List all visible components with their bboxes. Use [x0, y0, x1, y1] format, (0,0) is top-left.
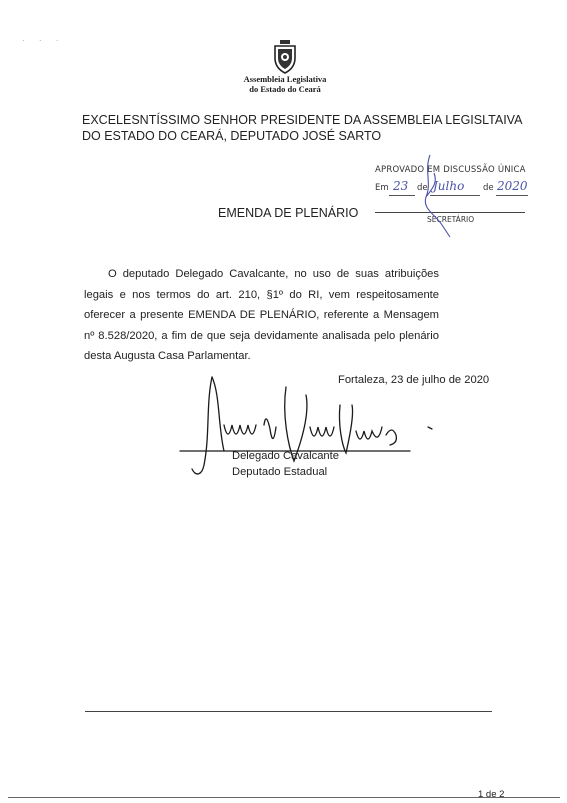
stamp-secretary-label: SECRETÁRIO [427, 215, 475, 224]
signer-name: Delegado Cavalcante [232, 450, 339, 462]
stamp-year-handwritten: 2020 [497, 179, 528, 193]
stamp-day-handwritten: 23 [393, 179, 409, 193]
document-title: EMENDA DE PLENÁRIO [218, 206, 359, 220]
signer-role: Deputado Estadual [232, 466, 328, 478]
organization-name [200, 74, 370, 94]
footer-rule [85, 711, 492, 712]
signer-block [232, 448, 339, 480]
page-number: 1 de 2 [478, 789, 505, 800]
scan-specks: · · · [22, 36, 65, 45]
stamp-de-label-1: de [417, 183, 428, 193]
organization-line-2: do Estado do Ceará [249, 84, 321, 94]
stamp-em-label: Em [375, 183, 389, 193]
stamp-pen-scribble [372, 153, 532, 243]
organization-line-1: Assembleia Legislativa [243, 74, 327, 84]
document-body: O deputado Delegado Cavalcante, no uso de suas atribuições legais e nos termos do art. 210, §1º do RI, vem respeitosamente oferecer a presente EMENDA DE PLENÁRIO, referente a Mensagem nº 8.528/2020, a fim de que seja devidamente analisada pelo plenário desta Augusta Casa Parlamentar. [84, 268, 439, 362]
coat-of-arms-icon [272, 40, 298, 74]
addressee-line-2: DO ESTADO DO CEARÁ, DEPUTADO JOSÉ SARTO [82, 129, 382, 143]
approval-stamp [372, 165, 532, 240]
stamp-approved-text: APROVADO EM DISCUSSÃO ÚNICA [375, 165, 526, 175]
stamp-de-label-2: de [483, 183, 494, 193]
page-bottom-rule [8, 797, 560, 798]
addressee-line-1: EXCELESNTÍSSIMO SENHOR PRESIDENTE DA ASSEMBLEIA LEGISLTAIVA [82, 113, 523, 127]
addressee-block [82, 112, 522, 144]
stamp-month-handwritten: Julho [433, 179, 465, 193]
place-and-date: Fortaleza, 23 de julho de 2020 [338, 374, 490, 386]
